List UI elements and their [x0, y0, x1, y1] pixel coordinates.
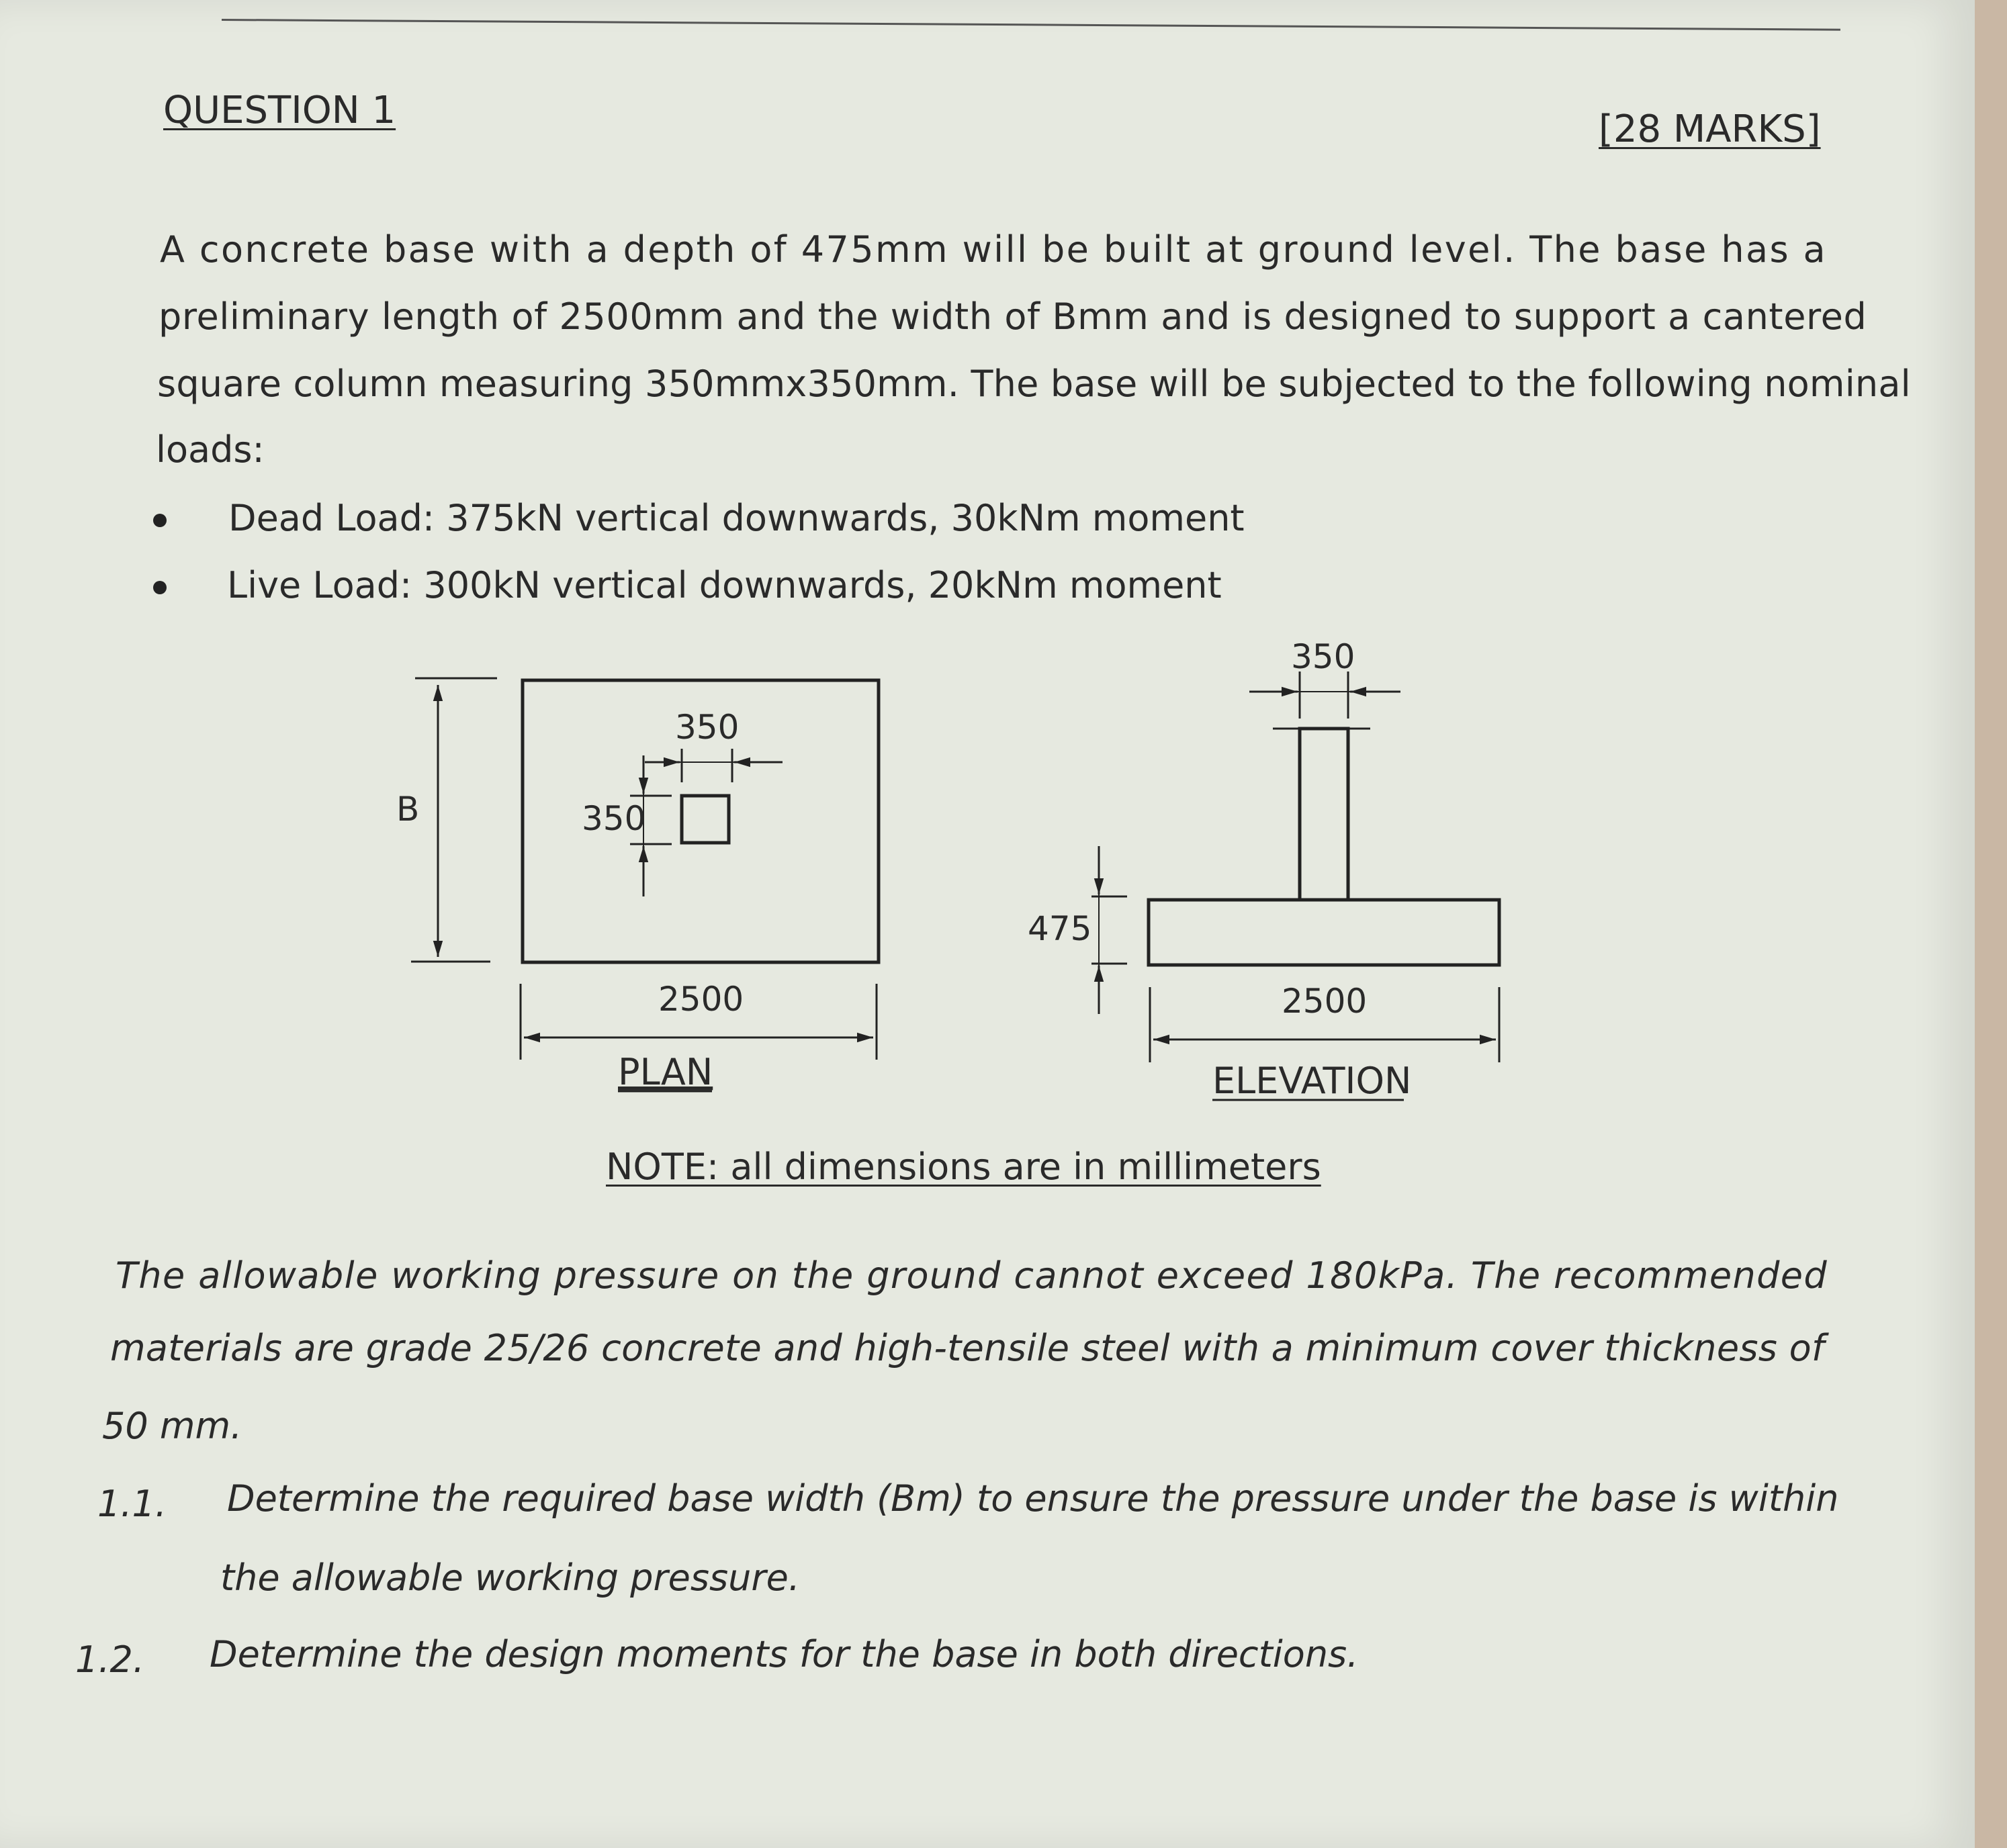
- dead-load-item: Dead Load: 375kN vertical downwards, 30kNm moment: [228, 497, 1245, 539]
- marks-label: [28 MARKS]: [1599, 107, 1821, 151]
- conditions-line-3: 50 mm.: [102, 1405, 242, 1447]
- plan-length-dim: 2500: [658, 980, 744, 1019]
- intro-line-4: loads:: [156, 428, 265, 471]
- elevation-base: [1149, 900, 1499, 965]
- elev-length-dim: 2500: [1282, 982, 1368, 1021]
- elev-depth-dim: 475: [1028, 909, 1092, 948]
- elevation-column: [1300, 729, 1348, 900]
- question-title: QUESTION 1: [163, 89, 396, 132]
- plan-title: PLAN: [618, 1051, 713, 1093]
- q2-line-1: Determine the design moments for the base in both directions.: [210, 1633, 1359, 1675]
- plan-b-label: B: [396, 790, 420, 829]
- plan-column-square: [682, 796, 729, 843]
- q1-line-2: the allowable working pressure.: [220, 1557, 800, 1599]
- plan-col-side-dim: 350: [582, 799, 646, 838]
- dimensions-note: NOTE: all dimensions are in millimeters: [606, 1146, 1321, 1188]
- live-load-item: Live Load: 300kN vertical downwards, 20kNm moment: [227, 564, 1222, 606]
- intro-line-2: preliminary length of 2500mm and the width of Bmm and is designed to support a cantered: [159, 295, 1867, 338]
- elev-col-dim: 350: [1291, 637, 1355, 676]
- elevation-title: ELEVATION: [1212, 1060, 1412, 1102]
- plan-col-top-dim: 350: [675, 708, 740, 747]
- q2-number: 1.2.: [75, 1638, 145, 1681]
- conditions-line-2: materials are grade 25/26 concrete and high-tensile steel with a minimum cover thickness of: [110, 1327, 1825, 1369]
- conditions-line-1: The allowable working pressure on the ground cannot exceed 180kPa. The recommended: [116, 1254, 1828, 1297]
- intro-line-1: A concrete base with a depth of 475mm will be built at ground level. The base has a: [160, 228, 1828, 271]
- q1-number: 1.1.: [97, 1483, 167, 1525]
- intro-line-3: square column measuring 350mmx350mm. The base will be subjected to the following nominal: [157, 363, 1911, 405]
- plan-view: [411, 678, 879, 1060]
- q1-line-1: Determine the required base width (Bm) to ensure the pressure under the base is within: [227, 1477, 1839, 1520]
